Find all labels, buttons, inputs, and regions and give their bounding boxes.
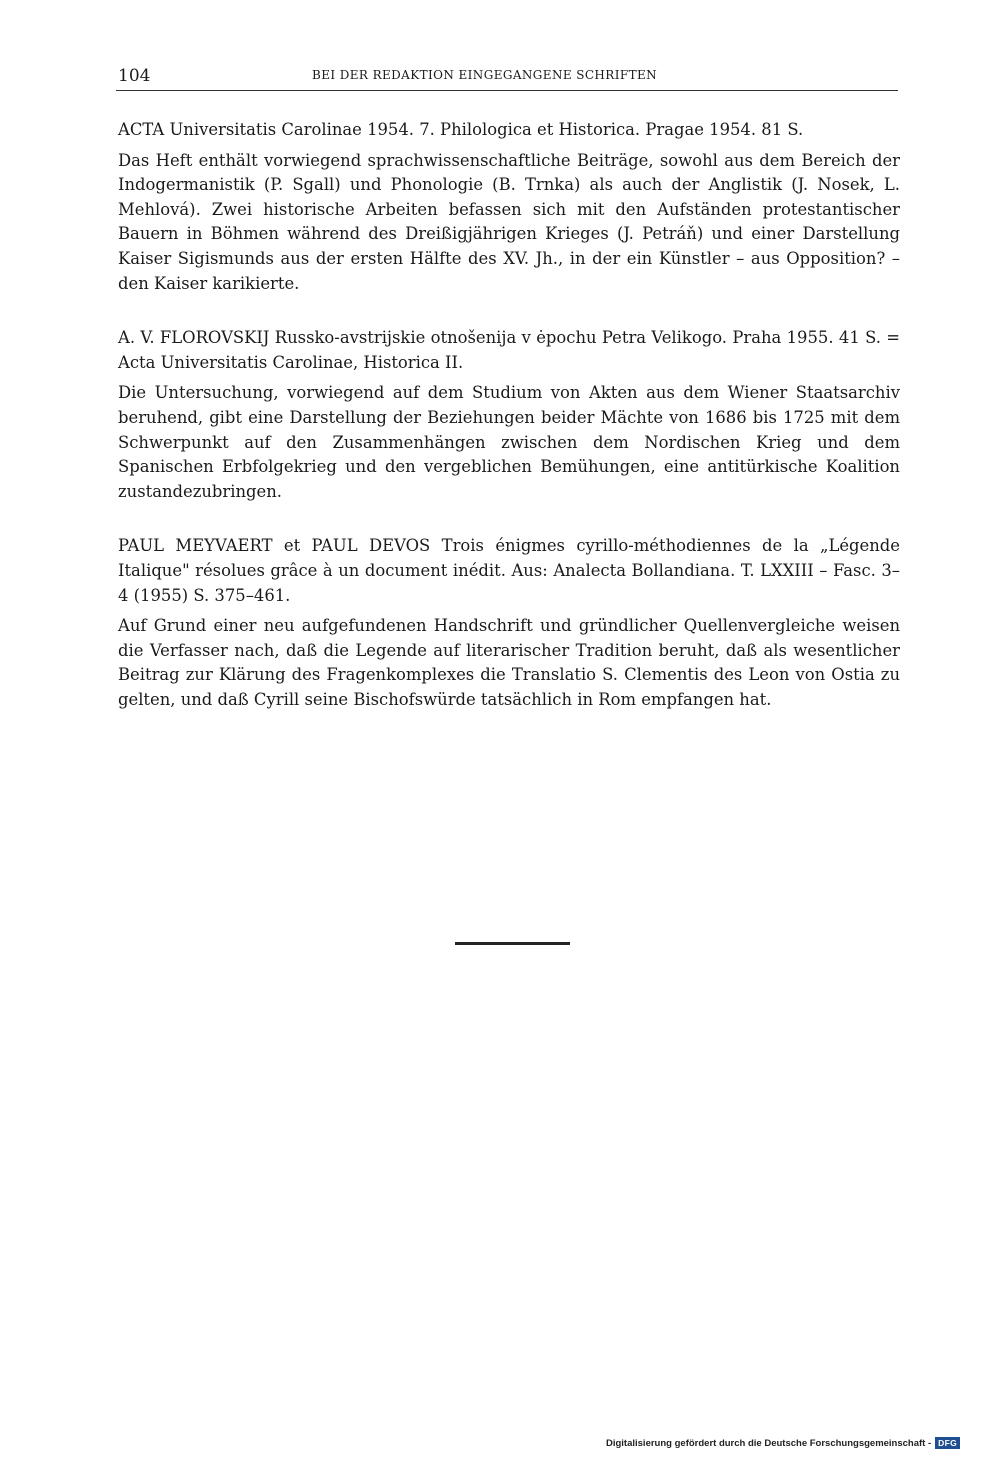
section-end-rule (455, 942, 570, 945)
review-entry-acta (118, 118, 900, 296)
entry-citation: PAUL MEYVAERT et PAUL DEVOS Trois énigmes cyrillo-méthodiennes de la „Légende Italique" résolues grâce à un document inédit. Aus: Analecta Bollandiana. T. LXXIII – Fasc. 3–4 (1955) S. 375–461. (118, 536, 900, 605)
entry-citation: A. V. FLOROVSKIJ Russko-avstrijskie otnošenija v ėpochu Petra Velikogo. Praha 1955. 41 S. = Acta Universitatis Carolinae, Historica II. (118, 328, 900, 372)
entry-review: Auf Grund einer neu aufgefundenen Handschrift und gründlicher Quellenvergleiche weisen die Verfasser nach, daß die Legende auf literarischer Tradition beruht, daß als wesentlicher Beitrag zur Klärung des Fragenkomplexes die Translatio S. Clementis des Leon von Ostia zu gelten, und daß Cyrill seine Bischofswürde tatsächlich in Rom empfangen hat. (118, 616, 900, 709)
entry-review: Das Heft enthält vorwiegend sprachwissenschaftliche Beiträge, sowohl aus dem Bereich der Indogermanistik (P. Sgall) und Phonologie (B. Trnka) als auch der Anglistik (J. Nosek, L. Mehlová). Zwei historische Arbeiten befassen sich mit den Aufständen protestantischer Bauern in Böhmen während des Dreißigjährigen Krieges (J. Petráň) und einer Darstellung Kaiser Sigismunds aus der ersten Hälfte des XV. Jh., in der ein Künstler – aus Opposition? – den Kaiser karikierte. (118, 150, 900, 293)
digitization-credit (606, 1437, 960, 1449)
page-number: 104 (118, 66, 151, 86)
entry-review: Die Untersuchung, vorwiegend auf dem Studium von Akten aus dem Wiener Staatsarchiv beruhend, gibt eine Darstellung der Beziehungen beider Mächte von 1686 bis 1725 mit dem Schwerpunkt auf den Zusammenhängen zwischen dem Nordischen Krieg und dem Spanischen Erbfolgekrieg und den vergeblichen Bemühungen, eine antitürkische Koalition zustandezubringen. (118, 383, 900, 501)
running-header-title: BEI DER REDAKTION EINGEGANGENE SCHRIFTEN (312, 68, 658, 82)
entry-citation: ACTA Universitatis Carolinae 1954. 7. Philologica et Historica. Pragae 1954. 81 S. (118, 120, 804, 139)
digitization-credit-text: Digitalisierung gefördert durch die Deutsche Forschungsgemeinschaft - (605, 1437, 932, 1449)
header-rule (116, 90, 898, 91)
review-entry-meyvaert-devos (118, 534, 900, 712)
review-list (118, 118, 900, 742)
review-entry-florovskij (118, 326, 900, 504)
dfg-logo: DFG (935, 1437, 960, 1449)
